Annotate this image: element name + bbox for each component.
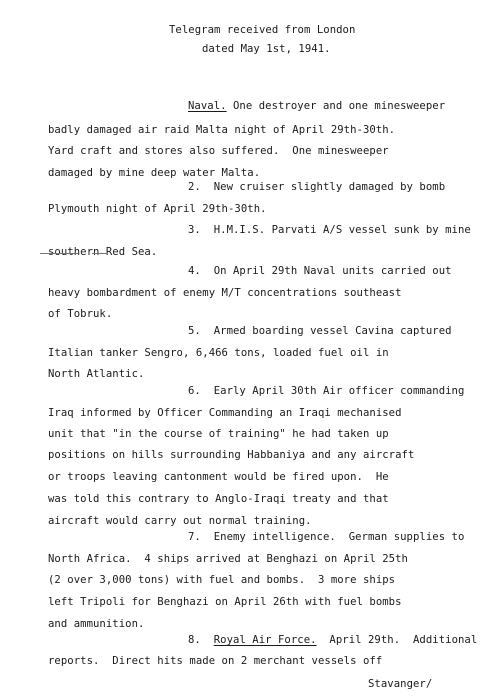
paragraph-naval-line-3: Yard craft and stores also suffered. One minesweeper [48, 145, 389, 157]
paragraph-6-line-4: positions on hills surrounding Habbaniya and any aircraft [48, 449, 415, 461]
paragraph-7-line-4: left Tripoli for Benghazi on April 26th with fuel bombs [48, 596, 402, 608]
paragraph-4-line-1: 4. On April 29th Naval units carried out [188, 265, 452, 277]
margin-rule-right [92, 253, 108, 254]
paragraph-6-line-5: or troops leaving cantonment would be fired upon. He [48, 471, 389, 483]
paragraph-7-line-3: (2 over 3,000 tons) with fuel and bombs. 3 more ships [48, 574, 396, 586]
paragraph-7-line-5: and ammunition. [48, 618, 145, 630]
paragraph-5-line-1: 5. Armed boarding vessel Cavina captured [188, 325, 452, 337]
paragraph-4-line-2: heavy bombardment of enemy M/T concentrations southeast [48, 287, 402, 299]
naval-heading: Naval. [188, 100, 227, 112]
paragraph-8-lead-text: April 29th. Additional [316, 634, 478, 646]
paragraph-8-line-1 [188, 634, 477, 647]
paragraph-naval-line-2: badly damaged air raid Malta night of April 29th-30th. [48, 124, 396, 136]
paragraph-naval-line-1 [188, 100, 445, 113]
raf-heading: Royal Air Force. [213, 634, 317, 646]
paragraph-naval-line-4: damaged by mine deep water Malta. [48, 167, 261, 179]
paragraph-8-line-2: reports. Direct hits made on 2 merchant vessels off [48, 655, 383, 667]
paragraph-7-line-2: North Africa. 4 ships arrived at Benghazi on April 25th [48, 553, 408, 565]
paragraph-6-line-6: was told this contrary to Anglo-Iraqi treaty and that [48, 493, 389, 505]
paragraph-6-line-1: 6. Early April 30th Air officer commanding [188, 385, 465, 397]
header-title: Telegram received from London [169, 24, 356, 36]
header-date: dated May 1st, 1941. [202, 43, 331, 55]
paragraph-2-line-2: Plymouth night of April 29th-30th. [48, 203, 267, 215]
paragraph-3-line-1: 3. H.M.I.S. Parvati A/S vessel sunk by mine [188, 224, 471, 236]
paragraph-5-line-3: North Atlantic. [48, 368, 145, 380]
paragraph-4-line-3: of Tobruk. [48, 308, 113, 320]
paragraph-5-line-2: Italian tanker Sengro, 6,466 tons, loaded fuel oil in [48, 347, 389, 359]
naval-lead-text: One destroyer and one minesweeper [226, 100, 446, 112]
paragraph-6-line-2: Iraq informed by Officer Commanding an Iraqi mechanised [48, 407, 402, 419]
paragraph-8-number: 8. [188, 634, 214, 646]
paragraph-6-line-3: unit that "in the course of training" he had taken up [48, 428, 389, 440]
paragraph-3-line-2: southern Red Sea. [48, 246, 158, 258]
paragraph-6-line-7: aircraft would carry out normal training. [48, 515, 312, 527]
catchword: Stavanger/ [368, 678, 433, 690]
paragraph-2-line-1: 2. New cruiser slightly damaged by bomb [188, 181, 446, 193]
paragraph-7-line-1: 7. Enemy intelligence. German supplies to [188, 531, 465, 543]
margin-rule-left [40, 253, 78, 254]
